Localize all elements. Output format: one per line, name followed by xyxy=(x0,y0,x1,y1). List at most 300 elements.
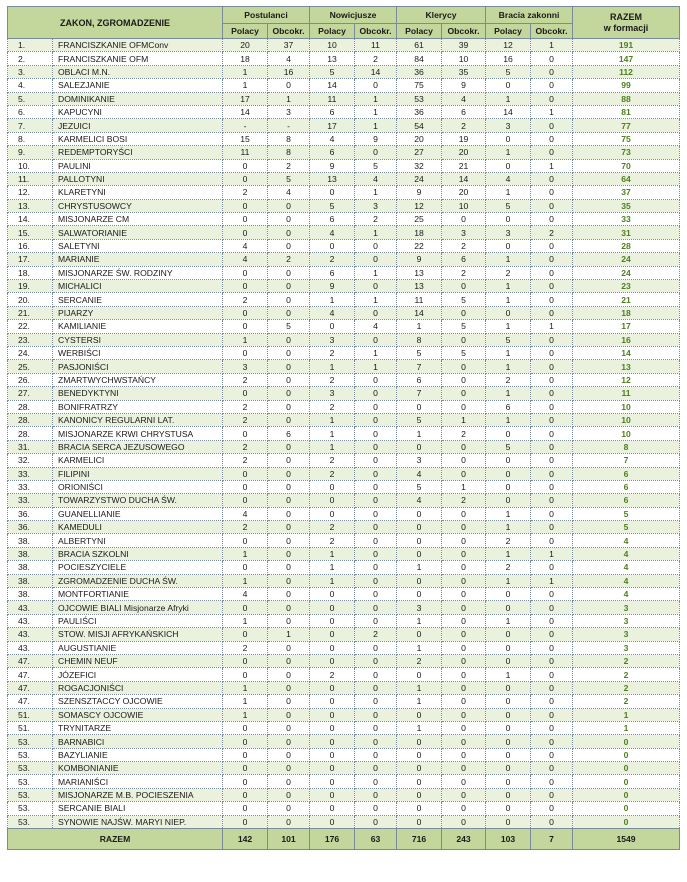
count-cell: 6 xyxy=(442,105,486,118)
count-cell: 13 xyxy=(397,280,442,293)
count-cell: 0 xyxy=(223,494,268,507)
table-row xyxy=(8,521,680,534)
header-group-bracia: Bracia zakonni xyxy=(486,7,573,24)
count-cell: 0 xyxy=(310,614,355,627)
order-name-cell: KARMELICI BOSI xyxy=(53,132,223,145)
count-cell: 1 xyxy=(486,521,531,534)
count-cell: 5 xyxy=(397,480,442,493)
count-cell: 0 xyxy=(268,762,310,775)
count-cell: 0 xyxy=(223,561,268,574)
count-cell: 0 xyxy=(486,721,531,734)
table-row xyxy=(8,641,680,654)
count-cell: 0 xyxy=(442,762,486,775)
count-cell: 0 xyxy=(531,601,573,614)
count-cell: 2 xyxy=(310,253,355,266)
count-cell: 22 xyxy=(397,239,442,252)
count-cell: 1 xyxy=(310,440,355,453)
count-cell: 0 xyxy=(531,788,573,801)
count-cell: 0 xyxy=(355,507,397,520)
order-name-cell: POCIESZYCIELE xyxy=(53,561,223,574)
table-row xyxy=(8,253,680,266)
count-cell: 0 xyxy=(268,213,310,226)
count-cell: 1 xyxy=(486,320,531,333)
count-cell: 0 xyxy=(486,427,531,440)
count-cell: 11 xyxy=(355,39,397,52)
count-cell: 5 xyxy=(442,293,486,306)
count-cell: 0 xyxy=(355,547,397,560)
table-row xyxy=(8,788,680,801)
total-cell: 176 xyxy=(310,829,355,850)
row-total-cell: 2 xyxy=(573,654,680,667)
count-cell: 1 xyxy=(310,413,355,426)
table-row xyxy=(8,400,680,413)
table-row xyxy=(8,681,680,694)
total-cell: 7 xyxy=(531,829,573,850)
count-cell: 1 xyxy=(397,721,442,734)
count-cell: 0 xyxy=(442,400,486,413)
rank-cell: 47. xyxy=(8,695,53,708)
count-cell: 0 xyxy=(442,387,486,400)
count-cell: 5 xyxy=(268,320,310,333)
count-cell: 0 xyxy=(268,333,310,346)
count-cell: 0 xyxy=(355,454,397,467)
count-cell: 2 xyxy=(442,494,486,507)
order-name-cell: CYSTERSI xyxy=(53,333,223,346)
count-cell: 0 xyxy=(397,708,442,721)
count-cell: 0 xyxy=(310,735,355,748)
rank-cell: 36. xyxy=(8,507,53,520)
count-cell: 2 xyxy=(397,654,442,667)
count-cell: 1 xyxy=(397,614,442,627)
order-name-cell: BAZYLIANIE xyxy=(53,748,223,761)
count-cell: 18 xyxy=(397,226,442,239)
table-row xyxy=(8,92,680,105)
table-row xyxy=(8,360,680,373)
count-cell: 0 xyxy=(223,748,268,761)
count-cell: 4 xyxy=(397,467,442,480)
count-cell: 0 xyxy=(531,561,573,574)
count-cell: 6 xyxy=(310,105,355,118)
count-cell: 25 xyxy=(397,213,442,226)
count-cell: 0 xyxy=(355,601,397,614)
count-cell: 2 xyxy=(310,400,355,413)
count-cell: 0 xyxy=(442,561,486,574)
count-cell: 0 xyxy=(397,588,442,601)
count-cell: 2 xyxy=(223,186,268,199)
count-cell: 0 xyxy=(531,373,573,386)
count-cell: 0 xyxy=(442,588,486,601)
order-name-cell: JEZUICI xyxy=(53,119,223,132)
count-cell: 1 xyxy=(531,547,573,560)
rank-cell: 53. xyxy=(8,735,53,748)
count-cell: 5 xyxy=(486,199,531,212)
row-total-cell: 18 xyxy=(573,306,680,319)
count-cell: 0 xyxy=(531,748,573,761)
count-cell: 7 xyxy=(397,360,442,373)
count-cell: 0 xyxy=(355,494,397,507)
count-cell: 14 xyxy=(355,65,397,78)
count-cell: 1 xyxy=(442,413,486,426)
count-cell: 0 xyxy=(355,574,397,587)
count-cell: 0 xyxy=(223,427,268,440)
count-cell: 0 xyxy=(355,708,397,721)
count-cell: 0 xyxy=(442,628,486,641)
row-total-cell: 70 xyxy=(573,159,680,172)
count-cell: 2 xyxy=(486,373,531,386)
count-cell: 0 xyxy=(223,802,268,815)
count-cell: 3 xyxy=(355,199,397,212)
rank-cell: 38. xyxy=(8,574,53,587)
table-row xyxy=(8,614,680,627)
rank-cell: 36. xyxy=(8,521,53,534)
order-name-cell: KAPUCYNI xyxy=(53,105,223,118)
count-cell: 0 xyxy=(355,239,397,252)
count-cell: 0 xyxy=(397,775,442,788)
count-cell: 0 xyxy=(442,280,486,293)
count-cell: 0 xyxy=(397,815,442,828)
rank-cell: 51. xyxy=(8,708,53,721)
count-cell: 0 xyxy=(397,788,442,801)
count-cell: 0 xyxy=(531,213,573,226)
row-total-cell: 0 xyxy=(573,788,680,801)
count-cell: 0 xyxy=(268,534,310,547)
order-name-cell: REDEMPTORYŚCI xyxy=(53,146,223,159)
count-cell: 0 xyxy=(355,641,397,654)
rank-cell: 53. xyxy=(8,802,53,815)
count-cell: 0 xyxy=(397,440,442,453)
order-name-cell: KANONICY REGULARNI LAT. xyxy=(53,413,223,426)
row-total-cell: 0 xyxy=(573,748,680,761)
rank-cell: 23. xyxy=(8,333,53,346)
order-name-cell: PIJARZY xyxy=(53,306,223,319)
count-cell: 20 xyxy=(442,146,486,159)
count-cell: 6 xyxy=(310,213,355,226)
count-cell: 2 xyxy=(268,253,310,266)
count-cell: 0 xyxy=(486,159,531,172)
count-cell: 0 xyxy=(268,574,310,587)
count-cell: 4 xyxy=(223,253,268,266)
rank-cell: 28. xyxy=(8,400,53,413)
order-name-cell: CHRYSTUSOWCY xyxy=(53,199,223,212)
count-cell: 0 xyxy=(442,815,486,828)
count-cell: 0 xyxy=(531,762,573,775)
count-cell: 0 xyxy=(310,601,355,614)
count-cell: 0 xyxy=(268,494,310,507)
count-cell: 0 xyxy=(355,333,397,346)
table-row xyxy=(8,346,680,359)
count-cell: 11 xyxy=(397,293,442,306)
count-cell: 2 xyxy=(486,561,531,574)
table-footer xyxy=(8,829,680,850)
rank-cell: 2. xyxy=(8,52,53,65)
total-cell: 716 xyxy=(397,829,442,850)
row-total-cell: 64 xyxy=(573,172,680,185)
count-cell: 0 xyxy=(531,668,573,681)
header-razem xyxy=(573,7,680,39)
order-name-cell: BENEDYKTYNI xyxy=(53,387,223,400)
count-cell: 0 xyxy=(397,507,442,520)
count-cell: 0 xyxy=(442,708,486,721)
count-cell: 0 xyxy=(310,695,355,708)
count-cell: 0 xyxy=(531,239,573,252)
count-cell: 1 xyxy=(223,574,268,587)
count-cell: 0 xyxy=(355,400,397,413)
row-total-cell: 191 xyxy=(573,39,680,52)
count-cell: 0 xyxy=(268,199,310,212)
count-cell: 0 xyxy=(310,788,355,801)
count-cell: 2 xyxy=(442,427,486,440)
count-cell: 0 xyxy=(268,721,310,734)
count-cell: 0 xyxy=(531,52,573,65)
subheader-obcokr: Obcokr. xyxy=(355,24,397,39)
rank-cell: 47. xyxy=(8,668,53,681)
count-cell: 1 xyxy=(310,574,355,587)
count-cell: 4 xyxy=(442,92,486,105)
count-cell: 3 xyxy=(397,454,442,467)
rank-cell: 7. xyxy=(8,119,53,132)
count-cell: 36 xyxy=(397,65,442,78)
count-cell: 0 xyxy=(310,802,355,815)
count-cell: 1 xyxy=(486,92,531,105)
count-cell: 0 xyxy=(397,521,442,534)
table-row xyxy=(8,213,680,226)
row-total-cell: 0 xyxy=(573,775,680,788)
count-cell: 0 xyxy=(310,775,355,788)
count-cell: 0 xyxy=(355,306,397,319)
count-cell: 84 xyxy=(397,52,442,65)
count-cell: 0 xyxy=(486,588,531,601)
row-total-cell: 0 xyxy=(573,762,680,775)
table-row xyxy=(8,708,680,721)
count-cell: 1 xyxy=(397,695,442,708)
subheader-obcokr: Obcokr. xyxy=(531,24,573,39)
rank-cell: 4. xyxy=(8,79,53,92)
rank-cell: 5. xyxy=(8,92,53,105)
count-cell: 0 xyxy=(397,574,442,587)
row-total-cell: 2 xyxy=(573,668,680,681)
count-cell: 8 xyxy=(397,333,442,346)
count-cell: 0 xyxy=(531,467,573,480)
table-row xyxy=(8,333,680,346)
row-total-cell: 11 xyxy=(573,387,680,400)
row-total-cell: 2 xyxy=(573,695,680,708)
count-cell: 0 xyxy=(531,521,573,534)
table-row xyxy=(8,762,680,775)
count-cell: 0 xyxy=(442,521,486,534)
count-cell: 14 xyxy=(486,105,531,118)
table-row xyxy=(8,146,680,159)
row-total-cell: 6 xyxy=(573,467,680,480)
count-cell: 0 xyxy=(223,199,268,212)
count-cell: 1 xyxy=(223,65,268,78)
count-cell: 0 xyxy=(223,628,268,641)
count-cell: 12 xyxy=(397,199,442,212)
count-cell: 0 xyxy=(531,654,573,667)
order-name-cell: PAULINI xyxy=(53,159,223,172)
count-cell: 8 xyxy=(268,132,310,145)
total-cell: 63 xyxy=(355,829,397,850)
count-cell: 1 xyxy=(223,333,268,346)
count-cell: 0 xyxy=(531,172,573,185)
count-cell: 0 xyxy=(268,654,310,667)
count-cell: 0 xyxy=(268,507,310,520)
count-cell: 0 xyxy=(486,641,531,654)
table-row xyxy=(8,507,680,520)
count-cell: 13 xyxy=(310,52,355,65)
count-cell: 0 xyxy=(397,762,442,775)
rank-cell: 28. xyxy=(8,427,53,440)
count-cell: 0 xyxy=(355,467,397,480)
rank-cell: 53. xyxy=(8,762,53,775)
count-cell: 0 xyxy=(397,628,442,641)
header-razem-line2: w formacji xyxy=(603,22,649,33)
count-cell: 2 xyxy=(355,213,397,226)
count-cell: 0 xyxy=(355,413,397,426)
count-cell: 0 xyxy=(310,494,355,507)
count-cell: 9 xyxy=(355,132,397,145)
count-cell: 0 xyxy=(442,467,486,480)
count-cell: 2 xyxy=(223,454,268,467)
count-cell: 0 xyxy=(268,387,310,400)
count-cell: 4 xyxy=(355,320,397,333)
count-cell: 0 xyxy=(486,306,531,319)
count-cell: 0 xyxy=(310,239,355,252)
count-cell: 20 xyxy=(223,39,268,52)
count-cell: 6 xyxy=(268,427,310,440)
count-cell: 1 xyxy=(397,681,442,694)
count-cell: 0 xyxy=(268,360,310,373)
row-total-cell: 4 xyxy=(573,547,680,560)
count-cell: 0 xyxy=(310,748,355,761)
row-total-cell: 0 xyxy=(573,802,680,815)
row-total-cell: 10 xyxy=(573,427,680,440)
total-cell: 103 xyxy=(486,829,531,850)
table-row xyxy=(8,159,680,172)
count-cell: 0 xyxy=(486,802,531,815)
order-name-cell: ORIONIŚCI xyxy=(53,480,223,493)
subheader-polacy: Polacy xyxy=(397,24,442,39)
count-cell: 0 xyxy=(355,387,397,400)
count-cell: 0 xyxy=(310,641,355,654)
count-cell: 1 xyxy=(486,253,531,266)
count-cell: 9 xyxy=(397,253,442,266)
count-cell: 0 xyxy=(268,280,310,293)
count-cell: 0 xyxy=(355,146,397,159)
table-row xyxy=(8,199,680,212)
count-cell: 1 xyxy=(531,105,573,118)
order-name-cell: AUGUSTIANIE xyxy=(53,641,223,654)
count-cell: 2 xyxy=(310,521,355,534)
count-cell: 7 xyxy=(397,387,442,400)
order-name-cell: ZGROMADZENIE DUCHA ŚW. xyxy=(53,574,223,587)
table-row xyxy=(8,52,680,65)
table-row xyxy=(8,280,680,293)
count-cell: 1 xyxy=(310,427,355,440)
count-cell: 14 xyxy=(442,172,486,185)
total-cell: 142 xyxy=(223,829,268,850)
rank-cell: 12. xyxy=(8,186,53,199)
count-cell: 1 xyxy=(486,360,531,373)
count-cell: 0 xyxy=(531,146,573,159)
count-cell: 0 xyxy=(531,280,573,293)
count-cell: 2 xyxy=(355,628,397,641)
count-cell: 0 xyxy=(223,159,268,172)
count-cell: 1 xyxy=(486,668,531,681)
table-row xyxy=(8,427,680,440)
rank-cell: 14. xyxy=(8,213,53,226)
count-cell: 2 xyxy=(310,467,355,480)
rank-cell: 18. xyxy=(8,266,53,279)
count-cell: 3 xyxy=(486,119,531,132)
row-total-cell: 37 xyxy=(573,186,680,199)
count-cell: 0 xyxy=(268,266,310,279)
count-cell: 0 xyxy=(397,802,442,815)
count-cell: 2 xyxy=(223,413,268,426)
count-cell: 0 xyxy=(310,628,355,641)
table-row xyxy=(8,266,680,279)
count-cell: 0 xyxy=(268,788,310,801)
count-cell: 3 xyxy=(310,333,355,346)
count-cell: 1 xyxy=(486,280,531,293)
count-cell: 0 xyxy=(223,654,268,667)
count-cell: 0 xyxy=(442,360,486,373)
count-cell: 17 xyxy=(310,119,355,132)
count-cell: 0 xyxy=(442,534,486,547)
row-total-cell: 13 xyxy=(573,360,680,373)
count-cell: 0 xyxy=(442,641,486,654)
subheader-polacy: Polacy xyxy=(310,24,355,39)
order-name-cell: CHEMIN NEUF xyxy=(53,654,223,667)
rank-cell: 53. xyxy=(8,748,53,761)
count-cell: 0 xyxy=(442,668,486,681)
table-body xyxy=(8,39,680,829)
count-cell: 17 xyxy=(223,92,268,105)
total-cell: 101 xyxy=(268,829,310,850)
count-cell: 0 xyxy=(531,708,573,721)
count-cell: 1 xyxy=(355,119,397,132)
table-row xyxy=(8,132,680,145)
count-cell: 13 xyxy=(397,266,442,279)
count-cell: 0 xyxy=(268,346,310,359)
count-cell: 0 xyxy=(442,788,486,801)
count-cell: 0 xyxy=(310,721,355,734)
subheader-polacy: Polacy xyxy=(223,24,268,39)
row-total-cell: 4 xyxy=(573,574,680,587)
order-name-cell: FILIPINI xyxy=(53,467,223,480)
count-cell: 0 xyxy=(486,601,531,614)
header-group-postulanci: Postulanci xyxy=(223,7,310,24)
count-cell: 0 xyxy=(397,748,442,761)
count-cell: 3 xyxy=(397,601,442,614)
count-cell: 0 xyxy=(223,788,268,801)
subheader-obcokr: Obcokr. xyxy=(268,24,310,39)
count-cell: 0 xyxy=(355,614,397,627)
count-cell: 10 xyxy=(310,39,355,52)
count-cell: 2 xyxy=(223,440,268,453)
rank-cell: 1. xyxy=(8,39,53,52)
rank-cell: 53. xyxy=(8,775,53,788)
rank-cell: 3. xyxy=(8,65,53,78)
count-cell: 0 xyxy=(531,360,573,373)
count-cell: 0 xyxy=(442,574,486,587)
count-cell: 1 xyxy=(355,360,397,373)
table-row xyxy=(8,239,680,252)
rank-cell: 43. xyxy=(8,601,53,614)
count-cell: 0 xyxy=(310,762,355,775)
count-cell: 0 xyxy=(531,681,573,694)
row-total-cell: 77 xyxy=(573,119,680,132)
count-cell: 0 xyxy=(531,253,573,266)
